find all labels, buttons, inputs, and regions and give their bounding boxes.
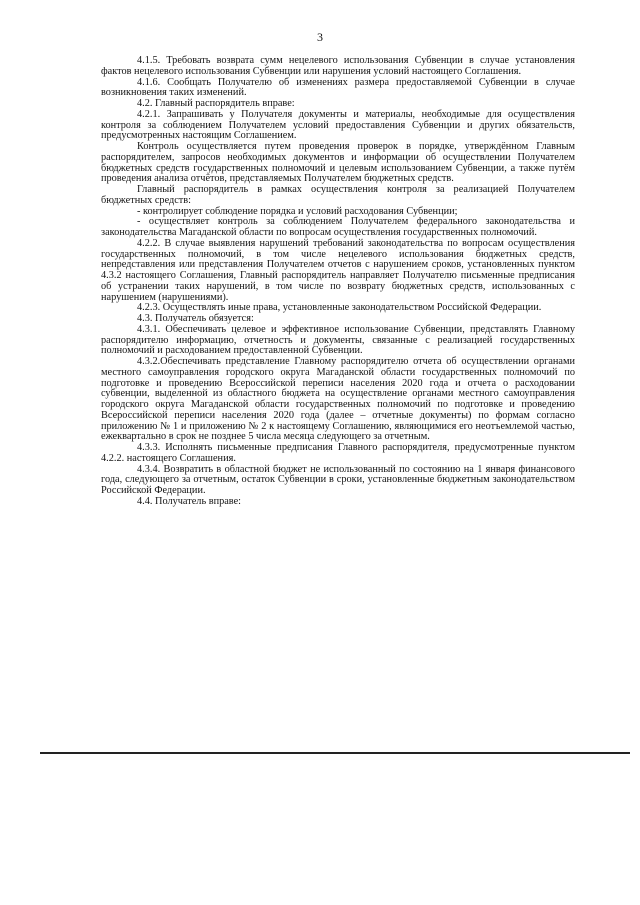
bottom-rule xyxy=(40,752,630,754)
paragraph-4-3-1: 4.3.1. Обеспечивать целевое и эффективное использование Субвенции, представлять Главному распорядителю информацию, отчетность и документы, связанные с реализацией государственных полномочий и расходованием предоставленной Субвенции. xyxy=(101,323,575,357)
paragraph-4-4: 4.4. Получатель вправе: xyxy=(137,495,242,507)
paragraph-4-2-1: 4.2.1. Запрашивать у Получателя документы и материалы, необходимые для осуществления контроля за соблюдением Получателем условий предоставления Субвенции и других обязательств, предусмотренных настоящим Соглашением. xyxy=(101,108,575,142)
paragraph-control: Контроль осуществляется путем проведения проверок в порядке, утверждённом Главным распорядителем, запросов необходимых документов и информации об осуществлении Получателем бюджетных средств государственных полномочий и целевым использованием Субвенции, а также путём проведения анализа отчётов, представляемых Получателем бюджетных средств. xyxy=(101,141,575,185)
paragraph-4-1-6: 4.1.6. Сообщать Получателю об изменениях размера предоставляемой Субвенции в случае возникновения таких изменений. xyxy=(101,76,575,99)
paragraph-4-3-4: 4.3.4. Возвратить в областной бюджет не использованный по состоянию на 1 января финансового года, следующего за отчетным, остаток Субвенции в сроки, установленные бюджетным законодательством Российской Федерации. xyxy=(101,463,575,496)
paragraph-4-3: 4.3. Получатель обязуется: xyxy=(137,313,254,324)
page-number: 3 xyxy=(317,30,323,44)
document-body xyxy=(101,56,575,508)
paragraph-4-3-2: 4.3.2.Обеспечивать представление Главному распорядителю отчета об осуществлении органами местного самоуправления городского округа Магаданской области государственных полномочий по подготовке и проведению Всероссийской переписи населения 2020 года и отчета о расходовании субвенции, выделенной из областного бюджета на осуществление органами местного самоуправления городского округа Магаданской области государственных полномочий по подготовке и проведению Всероссийской переписи населения 2020 года (далее – отчетные документы) по формам согласно приложению № 1 и приложению № 2 к настоящему Соглашению, являющимися его неотъемлемой частью, ежеквартально в срок не позднее 5 числа месяца следующего за отчетным. xyxy=(101,356,575,443)
list-item-controls: - контролирует соблюдение порядка и условий расходования Субвенции; xyxy=(137,205,458,217)
paragraph-4-2: 4.2. Главный распорядитель вправе: xyxy=(137,98,295,109)
list-item-oversight: - осуществляет контроль за соблюдением Получателем федерального законодательства и законодательства Магаданской области по вопросам осуществления государственных полномочий. xyxy=(101,216,575,238)
paragraph-4-2-3: 4.2.3. Осуществлять иные права, установленные законодательством Российской Федерации. xyxy=(137,302,542,314)
paragraph-4-3-3: 4.3.3. Исполнять письменные предписания Главного распорядителя, предусмотренные пунктом 4.2.2. настоящего Соглашения. xyxy=(101,442,575,464)
paragraph-main-manager: Главный распорядитель в рамках осуществления контроля за реализацией Получателем бюджетных средств: xyxy=(101,184,575,206)
paragraph-4-1-5: 4.1.5. Требовать возврата сумм нецелевого использования Субвенции в случае установления фактов нецелевого использования Субвенции или нарушения условий настоящего Соглашения. xyxy=(101,55,575,77)
paragraph-4-2-2: 4.2.2. В случае выявления нарушений требований законодательства по вопросам осуществления государственных полномочий, в том числе нецелевого использования бюджетных средств, непредставления или представления Получателем отчетов с нарушением сроков, установленных пунктом 4.3.2 настоящего Соглашения, Главный распорядитель направляет Получателю письменные предписания об устранении таких нарушений, в том числе по возврату бюджетных средств, использованных с нарушением (нарушениями). xyxy=(101,237,575,303)
